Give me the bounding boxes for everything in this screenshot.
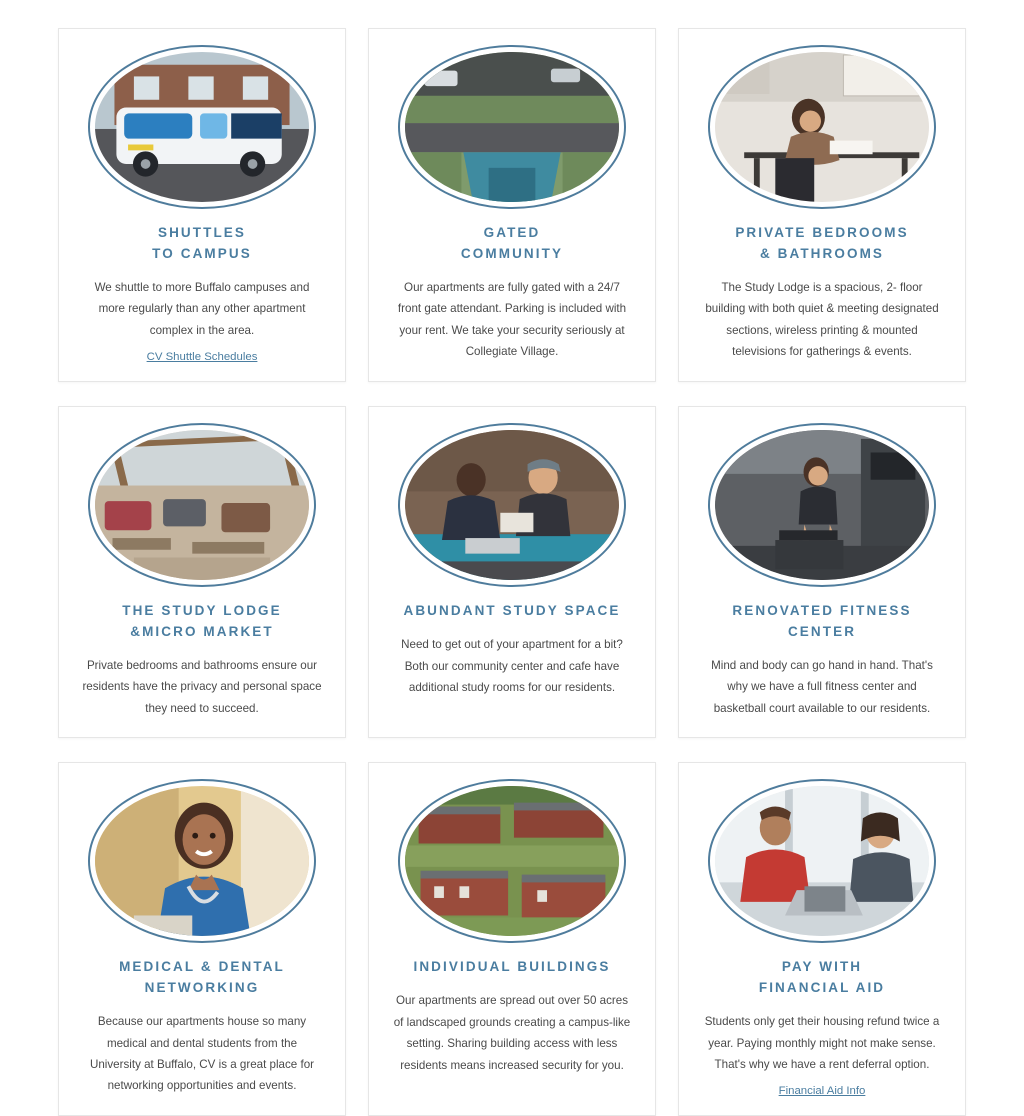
oval-outline: [398, 45, 626, 209]
card-title: [403, 601, 620, 622]
oval-outline: [708, 45, 936, 209]
card-title: [119, 957, 285, 999]
oval-outline: [398, 779, 626, 943]
card-title: [735, 223, 908, 265]
card-title-line2: COMMUNITY: [460, 245, 564, 261]
card-body: Private bedrooms and bathrooms ensure our residents have the privacy and personal space they need to succeed.: [82, 659, 322, 715]
card-body: Because our apartments house so many medical and dental students from the University at Buffalo, CV is a great place for networking opportunities and events.: [89, 1015, 315, 1093]
card-title: [759, 957, 885, 999]
card-body: We shuttle to more Buffalo campuses and more regularly than any other apartment complex in the area.: [94, 280, 310, 337]
card-body: Our apartments are fully gated with a 24/7 front gate attendant. Parking is included with your rent. We take your security seriously at Collegiate Village.: [397, 280, 627, 359]
card-image-frame: [88, 779, 316, 943]
card-link[interactable]: CV Shuttle Schedules: [146, 351, 258, 364]
card-title: [152, 223, 252, 265]
card-body: The Study Lodge is a spacious, 2- floor building with both quiet & meeting designated sections, wireless printing & mounted televisions for gatherings & events.: [705, 280, 939, 359]
amenity-card[interactable]: [58, 28, 346, 382]
card-title: [461, 223, 563, 265]
card-title-line2: TO CAMPUS: [152, 245, 252, 261]
card-title-line1: RENOVATED FITNESS CENTER: [732, 603, 912, 640]
oval-outline: [88, 423, 316, 587]
card-title-line1: ABUNDANT STUDY SPACE: [403, 603, 621, 619]
card-image-frame: [398, 45, 626, 209]
card-title-line1: PRIVATE BEDROOMS: [735, 225, 909, 240]
amenity-card[interactable]: [368, 762, 656, 1116]
card-title-line1: MEDICAL & DENTAL: [119, 959, 285, 975]
oval-outline: [88, 779, 316, 943]
card-image-frame: [88, 423, 316, 587]
card-title-line2: & BATHROOMS: [759, 245, 885, 261]
amenity-card[interactable]: [368, 406, 656, 738]
card-title-line1: INDIVIDUAL BUILDINGS: [413, 959, 611, 975]
amenity-card[interactable]: [58, 406, 346, 738]
card-title: [413, 957, 610, 978]
card-title-line2: FINANCIAL AID: [758, 980, 886, 996]
card-body: Mind and body can go hand in hand. That's why we have a full fitness center and basketball court available to our residents.: [711, 659, 933, 715]
oval-outline: [88, 45, 316, 209]
oval-outline: [708, 779, 936, 943]
card-image-frame: [708, 45, 936, 209]
card-image-frame: [88, 45, 316, 209]
card-title-line1: PAY WITH: [781, 959, 863, 975]
amenities-grid: [58, 28, 966, 1116]
card-title-line2: NETWORKING: [144, 980, 260, 996]
amenity-card[interactable]: [368, 28, 656, 382]
oval-outline: [398, 423, 626, 587]
amenity-card[interactable]: [678, 762, 966, 1116]
card-image-frame: [708, 779, 936, 943]
card-link[interactable]: Financial Aid Info: [778, 1085, 866, 1098]
card-title-line1: GATED: [483, 225, 541, 240]
card-image-frame: [708, 423, 936, 587]
amenity-card[interactable]: [678, 28, 966, 382]
card-image-frame: [398, 779, 626, 943]
amenity-card[interactable]: [678, 406, 966, 738]
card-title: [122, 601, 282, 643]
card-title: [701, 601, 943, 643]
card-title-line1: SHUTTLES: [157, 225, 247, 240]
card-body: Our apartments are spread out over 50 acres of landscaped grounds creating a campus-like setting. Sharing building access with less residents means increased security for you.: [393, 994, 631, 1072]
amenity-card[interactable]: [58, 762, 346, 1116]
card-title-line1: THE STUDY LODGE: [122, 603, 282, 619]
card-body: Students only get their housing refund twice a year. Paying monthly might not make sense. That's why we have a rent deferral option.: [704, 1015, 940, 1072]
oval-outline: [708, 423, 936, 587]
card-body: Need to get out of your apartment for a bit? Both our community center and cafe have additional study rooms for our residents.: [401, 638, 623, 694]
card-image-frame: [398, 423, 626, 587]
card-title-line2: &MICRO MARKET: [130, 624, 274, 640]
